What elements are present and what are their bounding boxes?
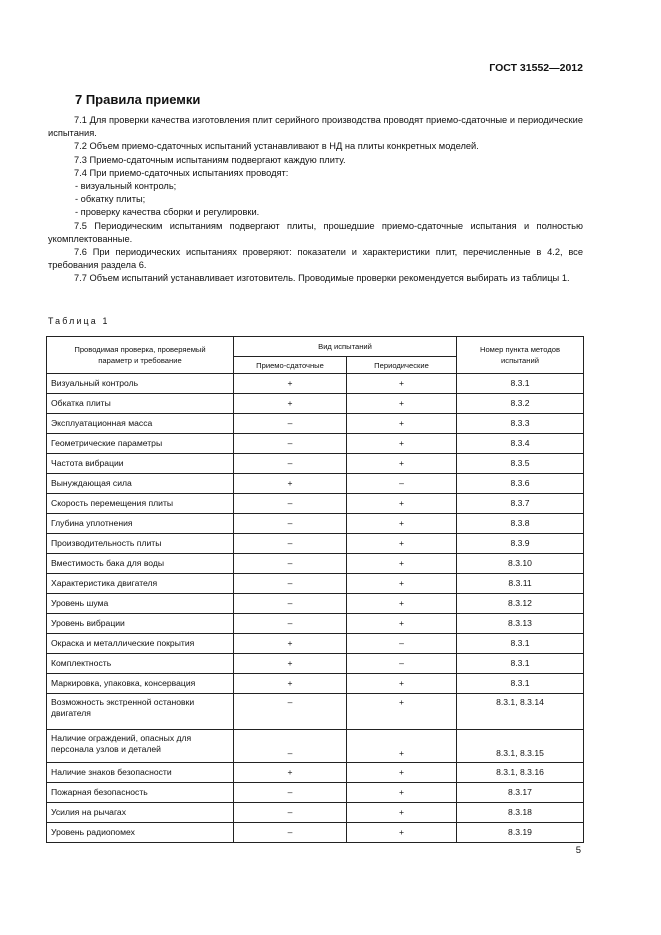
param-cell: Уровень шума [47, 594, 234, 614]
periodic-cell: + [347, 614, 457, 634]
page-number: 5 [575, 845, 581, 856]
periodic-cell: + [347, 454, 457, 474]
method-cell: 8.3.1 [457, 654, 584, 674]
method-cell: 8.3.11 [457, 574, 584, 594]
table-row [47, 414, 584, 434]
param-cell: Вынуждающая сила [47, 474, 234, 494]
paragraph: 7.1 Для проверки качества изготовления плит серийного производства проводят приемо-сдаточные и периодические испытания. [48, 115, 583, 139]
periodic-cell: + [347, 594, 457, 614]
param-cell: Геометрические параметры [47, 434, 234, 454]
method-cell: 8.3.6 [457, 474, 584, 494]
header-param: Проводимая проверка, проверяемый параметр и требование [47, 337, 234, 374]
periodic-cell: + [347, 783, 457, 803]
standard-code: ГОСТ 31552—2012 [489, 62, 583, 74]
acceptance-cell: – [234, 730, 347, 763]
param-cell: Частота вибрации [47, 454, 234, 474]
table-row [47, 374, 584, 394]
param-cell: Эксплуатационная масса [47, 414, 234, 434]
acceptance-cell: + [234, 674, 347, 694]
acceptance-cell: + [234, 634, 347, 654]
method-cell: 8.3.19 [457, 823, 584, 843]
param-cell: Уровень вибрации [47, 614, 234, 634]
method-cell: 8.3.13 [457, 614, 584, 634]
acceptance-cell: – [234, 494, 347, 514]
method-cell: 8.3.18 [457, 803, 584, 823]
periodic-cell: + [347, 534, 457, 554]
param-cell: Глубина уплотнения [47, 514, 234, 534]
table-row [47, 803, 584, 823]
table-row [47, 594, 584, 614]
table-row [47, 494, 584, 514]
method-cell: 8.3.5 [457, 454, 584, 474]
param-cell: Вместимость бака для воды [47, 554, 234, 574]
acceptance-cell: – [234, 414, 347, 434]
section-title: 7 Правила приемки [75, 92, 201, 107]
acceptance-cell: – [234, 823, 347, 843]
method-cell: 8.3.1 [457, 634, 584, 654]
table-row [47, 823, 584, 843]
header-acceptance: Приемо-сдаточные [234, 357, 347, 374]
method-cell: 8.3.1, 8.3.14 [457, 694, 584, 730]
param-cell: Усилия на рычагах [47, 803, 234, 823]
acceptance-cell: – [234, 694, 347, 730]
table-row [47, 514, 584, 534]
periodic-cell: + [347, 394, 457, 414]
table-row [47, 730, 584, 763]
param-cell: Комплектность [47, 654, 234, 674]
acceptance-cell: – [234, 574, 347, 594]
param-cell: Производительность плиты [47, 534, 234, 554]
table-row [47, 534, 584, 554]
method-cell: 8.3.2 [457, 394, 584, 414]
list-item: - обкатку плиты; [75, 194, 146, 205]
header-method: Номер пункта методов испытаний [457, 337, 584, 374]
param-cell: Возможность экстренной остановки двигателя [47, 694, 234, 730]
periodic-cell: + [347, 434, 457, 454]
list-item: - визуальный контроль; [75, 181, 177, 192]
method-cell: 8.3.10 [457, 554, 584, 574]
acceptance-cell: – [234, 803, 347, 823]
method-cell: 8.3.1 [457, 674, 584, 694]
paragraph: 7.4 При приемо-сдаточных испытаниях проводят: [74, 167, 289, 178]
periodic-cell: + [347, 730, 457, 763]
method-cell: 8.3.1, 8.3.16 [457, 763, 584, 783]
method-cell: 8.3.9 [457, 534, 584, 554]
periodic-cell: + [347, 763, 457, 783]
method-cell: 8.3.3 [457, 414, 584, 434]
param-cell: Скорость перемещения плиты [47, 494, 234, 514]
acceptance-cell: – [234, 534, 347, 554]
acceptance-cell: – [234, 514, 347, 534]
acceptance-cell: – [234, 594, 347, 614]
acceptance-cell: + [234, 394, 347, 414]
method-cell: 8.3.17 [457, 783, 584, 803]
periodic-cell: + [347, 823, 457, 843]
table-row [47, 434, 584, 454]
param-cell: Характеристика двигателя [47, 574, 234, 594]
method-cell: 8.3.7 [457, 494, 584, 514]
periodic-cell: + [347, 514, 457, 534]
paragraph: 7.5 Периодическим испытаниям подвергают плиты, прошедшие приемо-сдаточные испытания и полностью укомплектованные. [48, 220, 583, 244]
table-row [47, 763, 584, 783]
acceptance-cell: + [234, 654, 347, 674]
table-row [47, 394, 584, 414]
periodic-cell: + [347, 694, 457, 730]
table-row [47, 474, 584, 494]
header-test-type: Вид испытаний [234, 337, 457, 357]
periodic-cell: + [347, 494, 457, 514]
param-cell: Пожарная безопасность [47, 783, 234, 803]
param-cell: Обкатка плиты [47, 394, 234, 414]
table-row [47, 694, 584, 730]
periodic-cell: + [347, 574, 457, 594]
acceptance-cell: – [234, 554, 347, 574]
paragraph: 7.6 При периодических испытаниях проверяют: показатели и характеристики плит, перечисленные в 4.2, все требования раздела 6. [48, 247, 583, 271]
method-cell: 8.3.1 [457, 374, 584, 394]
method-cell: 8.3.12 [457, 594, 584, 614]
param-cell: Наличие ограждений, опасных для персонала узлов и деталей [47, 730, 234, 763]
acceptance-cell: – [234, 454, 347, 474]
method-cell: 8.3.8 [457, 514, 584, 534]
periodic-cell: + [347, 374, 457, 394]
acceptance-cell: + [234, 763, 347, 783]
method-cell: 8.3.1, 8.3.15 [457, 730, 584, 763]
table-row [47, 654, 584, 674]
periodic-cell: + [347, 674, 457, 694]
paragraph: 7.7 Объем испытаний устанавливает изготовитель. Проводимые проверки рекомендуется выбирать из таблицы 1. [74, 273, 570, 284]
tests-table [46, 336, 584, 843]
param-cell: Наличие знаков безопасности [47, 763, 234, 783]
table-row [47, 614, 584, 634]
table-row [47, 634, 584, 654]
param-cell: Уровень радиопомех [47, 823, 234, 843]
param-cell: Маркировка, упаковка, консервация [47, 674, 234, 694]
acceptance-cell: + [234, 374, 347, 394]
acceptance-cell: – [234, 783, 347, 803]
periodic-cell: – [347, 474, 457, 494]
periodic-cell: + [347, 554, 457, 574]
list-item: - проверку качества сборки и регулировки. [75, 207, 260, 218]
method-cell: 8.3.4 [457, 434, 584, 454]
periodic-cell: + [347, 414, 457, 434]
table-row [47, 454, 584, 474]
periodic-cell: – [347, 634, 457, 654]
table-row [47, 554, 584, 574]
table-row [47, 674, 584, 694]
paragraph: 7.3 Приемо-сдаточным испытаниям подвергают каждую плиту. [74, 154, 346, 165]
acceptance-cell: – [234, 614, 347, 634]
acceptance-cell: + [234, 474, 347, 494]
table-caption: Таблица 1 [48, 316, 110, 326]
acceptance-cell: – [234, 434, 347, 454]
paragraph: 7.2 Объем приемо-сдаточных испытаний устанавливают в НД на плиты конкретных моделей. [74, 141, 479, 152]
periodic-cell: – [347, 654, 457, 674]
param-cell: Окраска и металлические покрытия [47, 634, 234, 654]
table-row [47, 783, 584, 803]
section-body [48, 114, 583, 286]
periodic-cell: + [347, 803, 457, 823]
header-periodic: Периодические [347, 357, 457, 374]
table-row [47, 574, 584, 594]
param-cell: Визуальный контроль [47, 374, 234, 394]
